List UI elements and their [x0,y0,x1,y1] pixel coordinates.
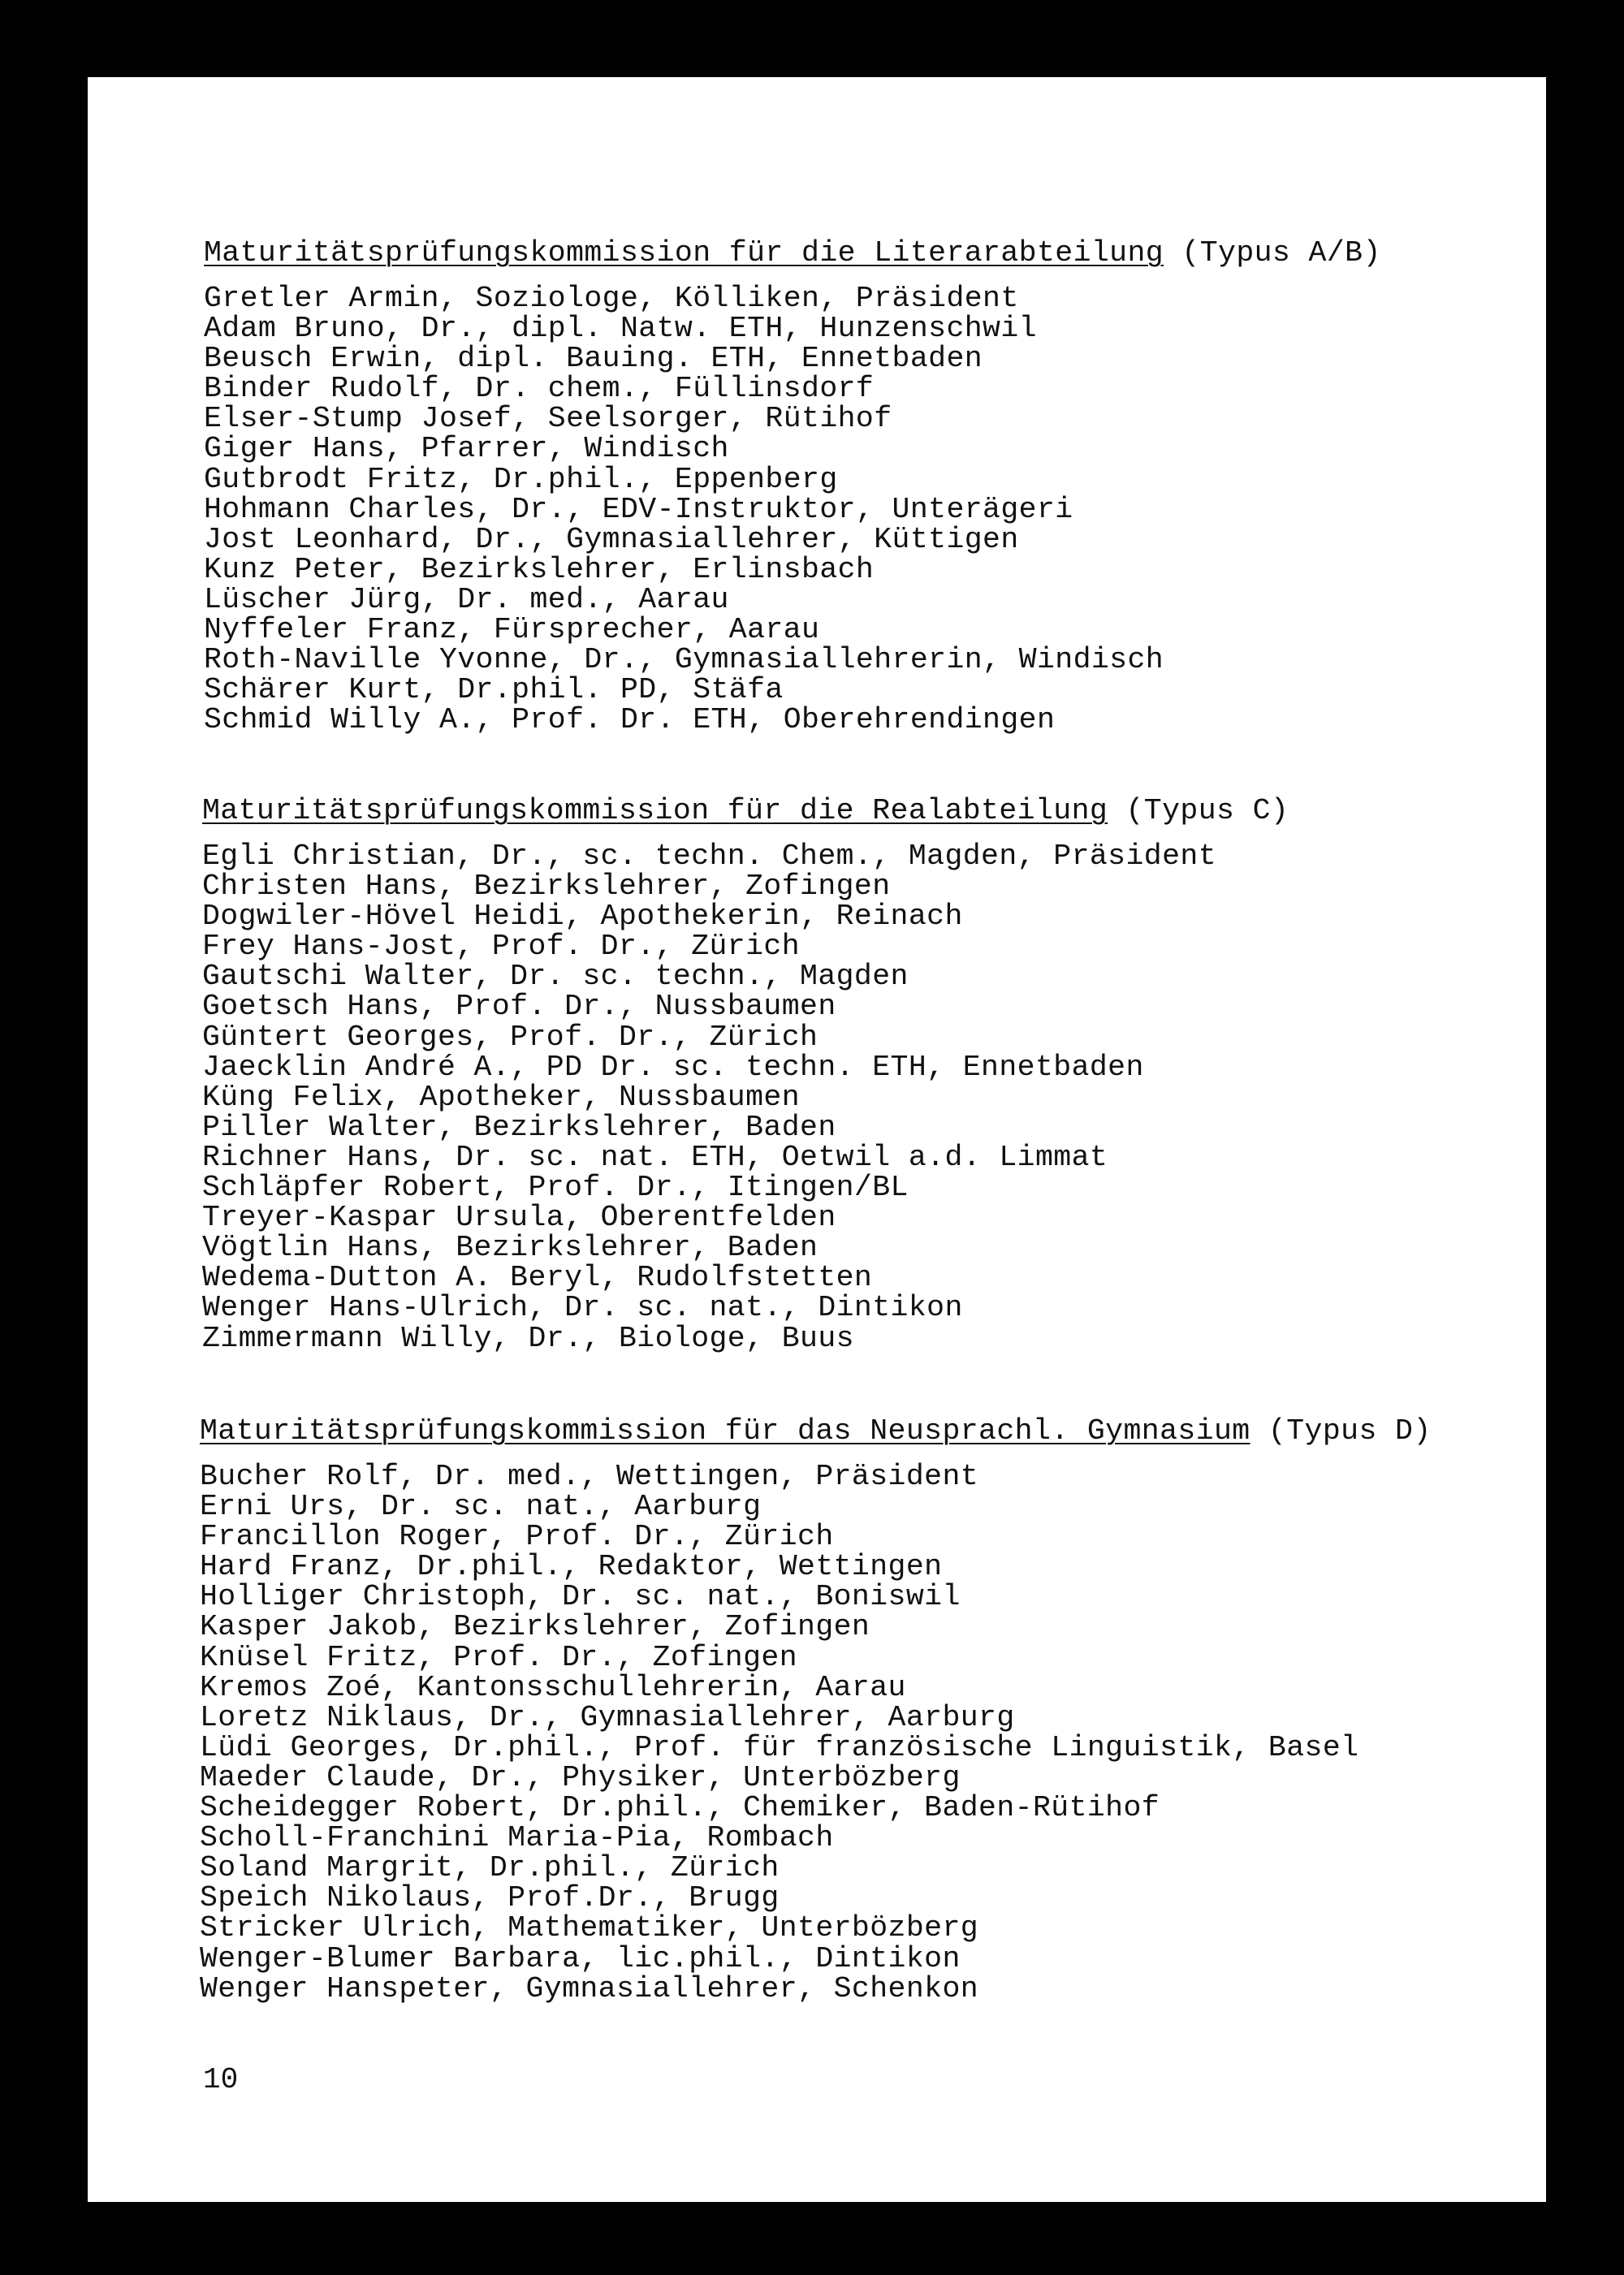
member-entry: Schärer Kurt, Dr.phil. PD, Stäfa [204,673,784,707]
member-entry: Elser-Stump Josef, Seelsorger, Rütihof [204,402,892,436]
member-entry: Egli Christian, Dr., sc. techn. Chem., Magden, Präsident [202,840,1216,873]
member-entry: Wenger-Blumer Barbara, lic.phil., Dintikon [200,1941,961,1975]
member-entry: Kunz Peter, Bezirkslehrer, Erlinsbach [204,552,875,586]
member-entry: Güntert Georges, Prof. Dr., Zürich [202,1020,818,1054]
member-entry: Giger Hans, Pfarrer, Windisch [204,432,729,466]
member-entry: Gretler Armin, Soziologe, Kölliken, Präsident [204,282,1019,315]
section-type-label: (Typus A/B) [1181,236,1381,270]
member-entry: Zimmermann Willy, Dr., Biologe, Buus [202,1321,854,1355]
member-entry: Kasper Jakob, Bezirkslehrer, Zofingen [200,1610,870,1644]
member-entry: Scheidegger Robert, Dr.phil., Chemiker, Baden-Rütihof [200,1791,1160,1825]
member-entry: Schläpfer Robert, Prof. Dr., Itingen/BL [202,1171,909,1205]
section-type-label: (Typus D) [1268,1414,1432,1448]
member-entry: Hohmann Charles, Dr., EDV-Instruktor, Unterägeri [204,492,1073,526]
member-entry: Wenger Hans-Ulrich, Dr. sc. nat., Dintikon [202,1291,963,1325]
section-heading [202,796,1289,826]
section-title: Maturitätsprüfungskommission für die Literarabteilung [204,236,1164,270]
section-heading [200,1416,1432,1446]
member-entry: Roth-Naville Yvonne, Dr., Gymnasiallehrerin, Windisch [204,643,1164,677]
member-entry: Piller Walter, Bezirkslehrer, Baden [202,1110,836,1144]
member-entry: Christen Hans, Bezirkslehrer, Zofingen [202,870,891,904]
document-page [88,77,1546,2202]
section-title: Maturitätsprüfungskommission für das Neusprachl. Gymnasium [200,1414,1250,1448]
member-entry: Gautschi Walter, Dr. sc. techn., Magden [202,960,909,994]
member-entry: Jost Leonhard, Dr., Gymnasiallehrer, Küttigen [204,522,1019,556]
member-entry: Speich Nikolaus, Prof.Dr., Brugg [200,1881,780,1915]
member-entry: Scholl-Franchini Maria-Pia, Rombach [200,1821,834,1855]
member-entry: Erni Urs, Dr. sc. nat., Aarburg [200,1490,762,1524]
member-list [204,283,1164,735]
member-entry: Kremos Zoé, Kantonsschullehrerin, Aarau [200,1670,906,1704]
member-entry: Nyffeler Franz, Fürsprecher, Aarau [204,613,820,647]
member-entry: Frey Hans-Jost, Prof. Dr., Zürich [202,930,801,964]
member-entry: Vögtlin Hans, Bezirkslehrer, Baden [202,1231,818,1265]
member-entry: Lüdi Georges, Dr.phil., Prof. für französische Linguistik, Basel [200,1730,1359,1764]
member-entry: Stricker Ulrich, Mathematiker, Unterbözberg [200,1911,979,1945]
page-number: 10 [203,2063,239,2096]
member-entry: Hard Franz, Dr.phil., Redaktor, Wettingen [200,1550,943,1584]
member-entry: Dogwiler-Hövel Heidi, Apothekerin, Reinach [202,900,963,934]
member-entry: Gutbrodt Fritz, Dr.phil., Eppenberg [204,462,838,496]
member-entry: Holliger Christoph, Dr. sc. nat., Boniswil [200,1580,961,1614]
member-entry: Wedema-Dutton A. Beryl, Rudolfstetten [202,1261,873,1295]
member-entry: Schmid Willy A., Prof. Dr. ETH, Oberehrendingen [204,703,1056,737]
section-type-label: (Typus C) [1125,794,1289,827]
member-entry: Küng Felix, Apotheker, Nussbaumen [202,1080,801,1114]
member-list [200,1461,1358,2004]
section-heading [204,238,1381,268]
section-title: Maturitätsprüfungskommission für die Realabteilung [202,794,1108,827]
member-entry: Francillon Roger, Prof. Dr., Zürich [200,1520,834,1554]
member-entry: Maeder Claude, Dr., Physiker, Unterbözberg [200,1760,961,1794]
member-entry: Goetsch Hans, Prof. Dr., Nussbaumen [202,990,836,1024]
member-entry: Beusch Erwin, dipl. Bauing. ETH, Ennetbaden [204,342,983,376]
member-entry: Wenger Hanspeter, Gymnasiallehrer, Schenkon [200,1971,979,2005]
member-entry: Binder Rudolf, Dr. chem., Füllinsdorf [204,372,875,406]
member-entry: Jaecklin André A., PD Dr. sc. techn. ETH, Ennetbaden [202,1050,1144,1084]
member-entry: Knüsel Fritz, Prof. Dr., Zofingen [200,1640,798,1674]
member-entry: Adam Bruno, Dr., dipl. Natw. ETH, Hunzenschwil [204,312,1037,346]
member-entry: Richner Hans, Dr. sc. nat. ETH, Oetwil a.d. Limmat [202,1140,1108,1174]
member-entry: Lüscher Jürg, Dr. med., Aarau [204,582,729,616]
member-list [202,841,1216,1353]
member-entry: Soland Margrit, Dr.phil., Zürich [200,1851,780,1885]
member-entry: Bucher Rolf, Dr. med., Wettingen, Präsident [200,1460,979,1493]
member-entry: Loretz Niklaus, Dr., Gymnasiallehrer, Aarburg [200,1700,1015,1734]
member-entry: Treyer-Kaspar Ursula, Oberentfelden [202,1201,836,1235]
